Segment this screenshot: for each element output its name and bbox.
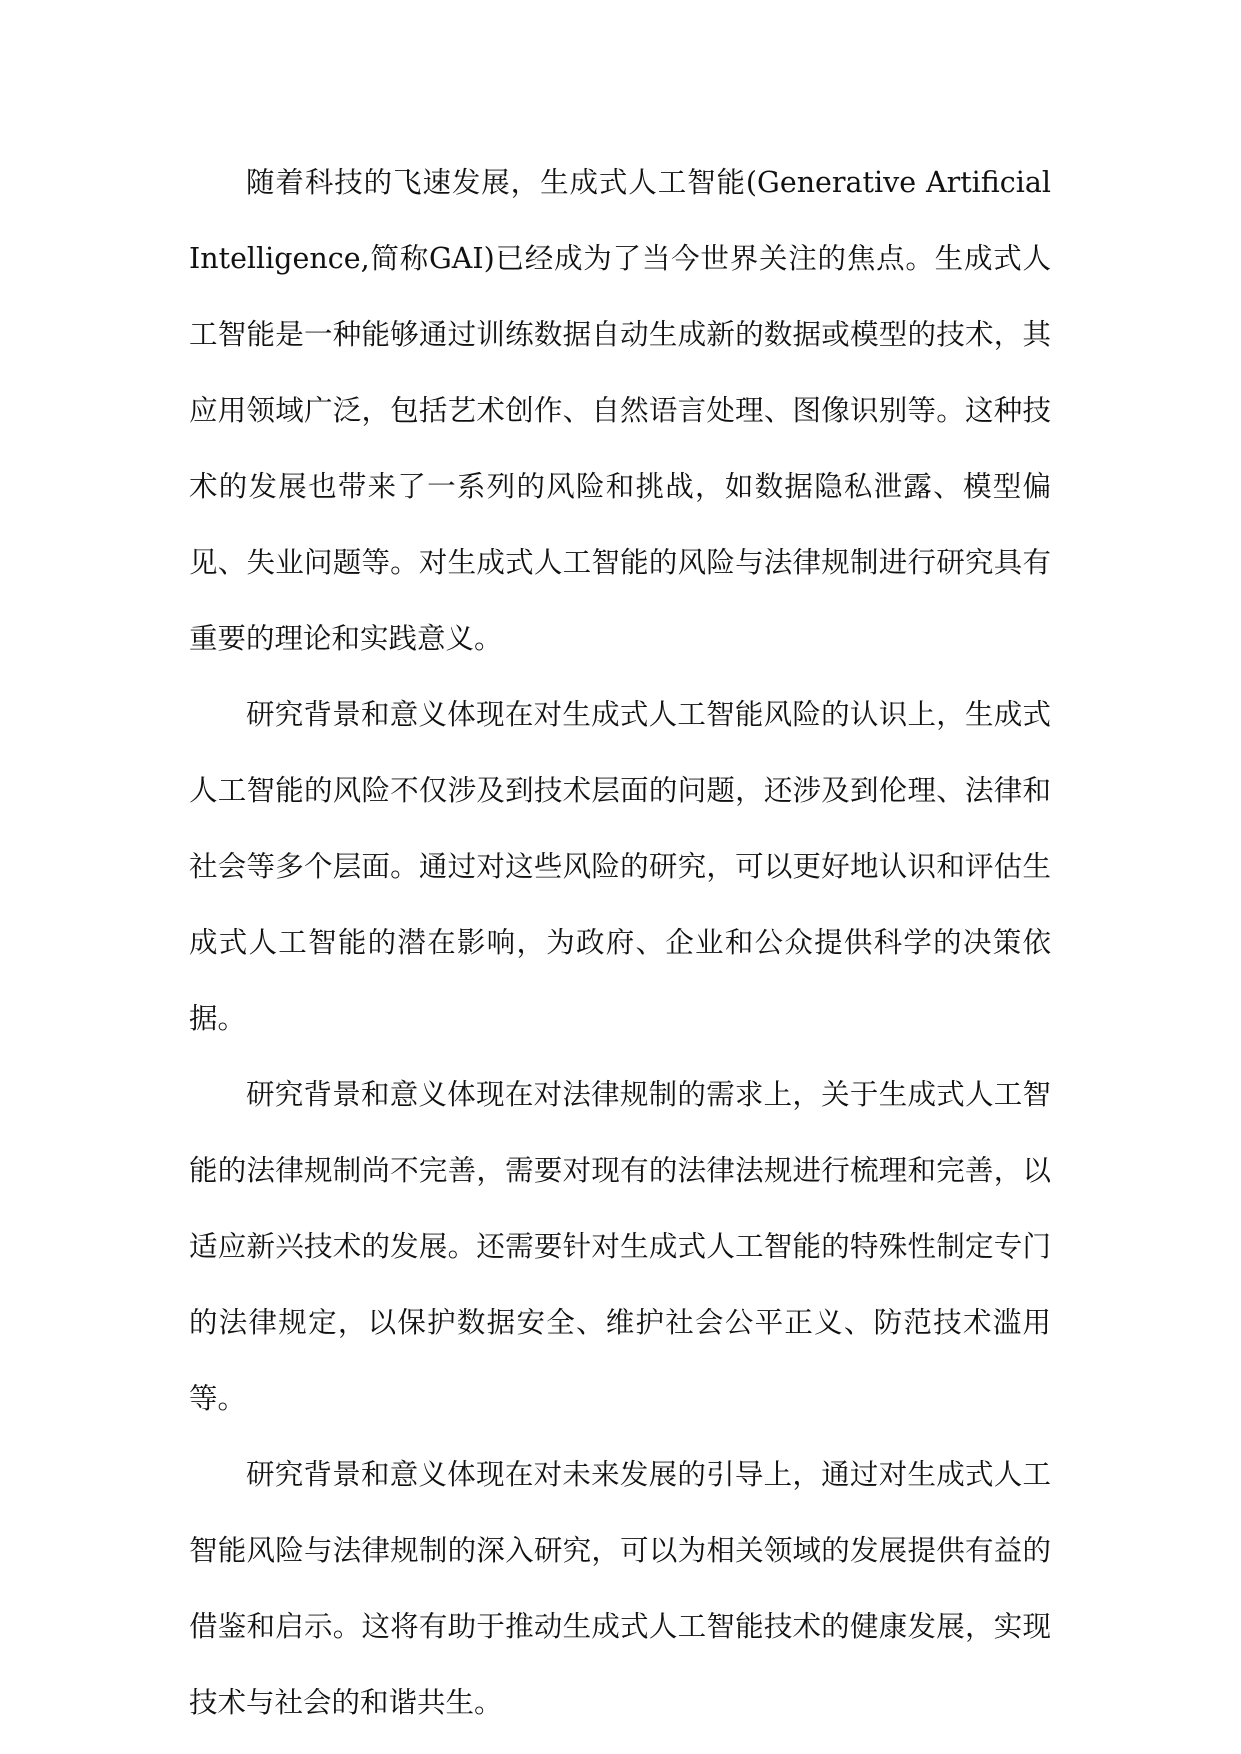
document-body [189, 145, 1051, 1741]
paragraph-4: 研究背景和意义体现在对未来发展的引导上，通过对生成式人工智能风险与法律规制的深入研究，可以为相关领域的发展提供有益的借鉴和启示。这将有助于推动生成式人工智能技术的健康发展，实现技术与社会的和谐共生。 [189, 1458, 1051, 1719]
paragraph-1: 随着科技的飞速发展，生成式人工智能(Generative Artificial Intelligence,简称GAI)已经成为了当今世界关注的焦点。生成式人工智能是一种能够通过训练数据自动生成新的数据或模型的技术，其应用领域广泛，包括艺术创作、自然语言处理、图像识别等。这种技术的发展也带来了一系列的风险和挑战，如数据隐私泄露、模型偏见、失业问题等。对生成式人工智能的风险与法律规制进行研究具有重要的理论和实践意义。 [189, 166, 1051, 655]
paragraph-2: 研究背景和意义体现在对生成式人工智能风险的认识上，生成式人工智能的风险不仅涉及到技术层面的问题，还涉及到伦理、法律和社会等多个层面。通过对这些风险的研究，可以更好地认识和评估生成式人工智能的潜在影响，为政府、企业和公众提供科学的决策依据。 [189, 698, 1051, 1035]
paragraph-3: 研究背景和意义体现在对法律规制的需求上，关于生成式人工智能的法律规制尚不完善，需要对现有的法律法规进行梳理和完善，以适应新兴技术的发展。还需要针对生成式人工智能的特殊性制定专门的法律规定，以保护数据安全、维护社会公平正义、防范技术滥用等。 [189, 1078, 1051, 1415]
